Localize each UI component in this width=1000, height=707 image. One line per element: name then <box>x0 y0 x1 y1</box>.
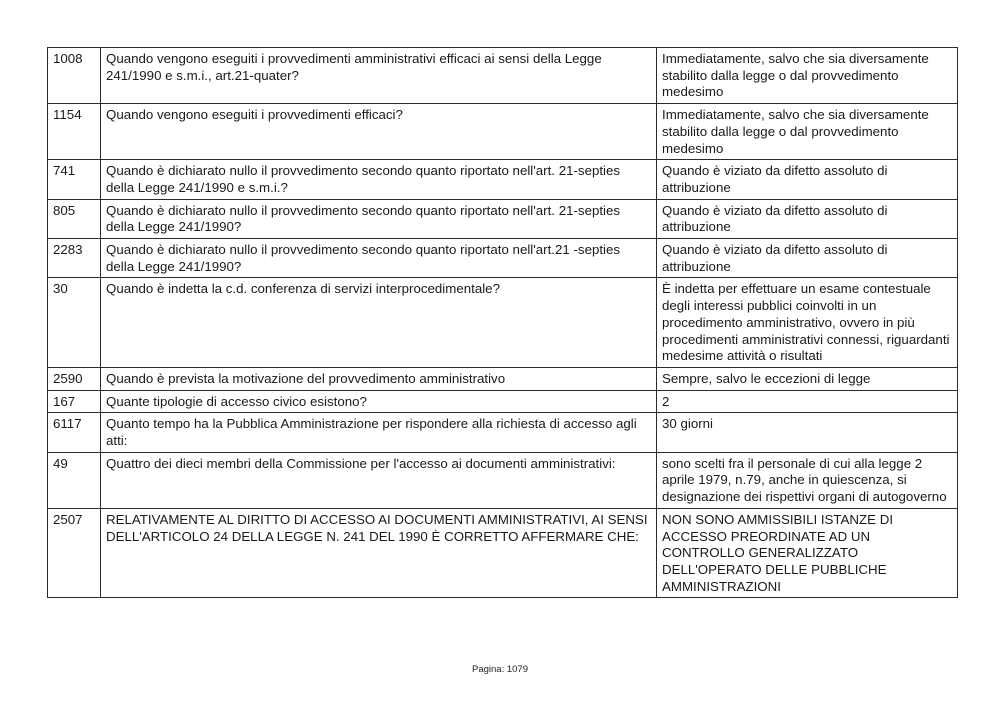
question-cell: Quando è dichiarato nullo il provvedimento secondo quanto riportato nell'art. 21-septies della Legge 241/1990 e s.m.i.? <box>101 160 657 199</box>
answer-cell: 30 giorni <box>657 413 958 452</box>
question-cell: Quando vengono eseguiti i provvedimenti amministrativi efficaci ai sensi della Legge 241/1990 e s.m.i., art.21-quater? <box>101 48 657 104</box>
question-cell: Quanto tempo ha la Pubblica Amministrazione per rispondere alla richiesta di accesso agli atti: <box>101 413 657 452</box>
table-row <box>48 413 958 452</box>
answer-cell: NON SONO AMMISSIBILI ISTANZE DI ACCESSO PREORDINATE AD UN CONTROLLO GENERALIZZATO DELL'OPERATO DELLE PUBBLICHE AMMINISTRAZIONI <box>657 508 958 598</box>
answer-cell: Immediatamente, salvo che sia diversamente stabilito dalla legge o dal provvedimento medesimo <box>657 48 958 104</box>
question-id-cell: 1008 <box>48 48 101 104</box>
question-id-cell: 1154 <box>48 104 101 160</box>
answer-cell: sono scelti fra il personale di cui alla legge 2 aprile 1979, n.79, anche in quiescenza, si designazione dei rispettivi organi di autogoverno <box>657 452 958 508</box>
table-row <box>48 160 958 199</box>
table-row <box>48 390 958 413</box>
question-cell: Quando è indetta la c.d. conferenza di servizi interprocedimentale? <box>101 278 657 368</box>
table-row <box>48 367 958 390</box>
question-cell: Quando è dichiarato nullo il provvedimento secondo quanto riportato nell'art.21 -septies della Legge 241/1990? <box>101 239 657 278</box>
table-row <box>48 278 958 368</box>
table-row <box>48 48 958 104</box>
question-id-cell: 30 <box>48 278 101 368</box>
question-cell: RELATIVAMENTE AL DIRITTO DI ACCESSO AI DOCUMENTI AMMINISTRATIVI, AI SENSI DELL'ARTICOLO 24 DELLA LEGGE N. 241 DEL 1990 È CORRETTO AFFERMARE CHE: <box>101 508 657 598</box>
table-row <box>48 239 958 278</box>
answer-cell: Quando è viziato da difetto assoluto di attribuzione <box>657 160 958 199</box>
table-row <box>48 104 958 160</box>
question-id-cell: 49 <box>48 452 101 508</box>
question-id-cell: 6117 <box>48 413 101 452</box>
answer-cell: È indetta per effettuare un esame contestuale degli interessi pubblici coinvolti in un procedimento amministrativo, ovvero in più procedimenti amministrativi connessi, riguardanti medesime attività o risultati <box>657 278 958 368</box>
question-id-cell: 167 <box>48 390 101 413</box>
answer-cell: Immediatamente, salvo che sia diversamente stabilito dalla legge o dal provvedimento medesimo <box>657 104 958 160</box>
answer-cell: Quando è viziato da difetto assoluto di attribuzione <box>657 239 958 278</box>
question-id-cell: 805 <box>48 199 101 238</box>
question-cell: Quante tipologie di accesso civico esistono? <box>101 390 657 413</box>
table-row <box>48 452 958 508</box>
page-number: Pagina: 1079 <box>472 664 528 675</box>
question-id-cell: 2590 <box>48 367 101 390</box>
question-cell: Quando è dichiarato nullo il provvedimento secondo quanto riportato nell'art. 21-septies della Legge 241/1990? <box>101 199 657 238</box>
question-cell: Quando vengono eseguiti i provvedimenti efficaci? <box>101 104 657 160</box>
question-cell: Quattro dei dieci membri della Commissione per l'accesso ai documenti amministrativi: <box>101 452 657 508</box>
table-row <box>48 199 958 238</box>
answer-cell: Quando è viziato da difetto assoluto di attribuzione <box>657 199 958 238</box>
question-cell: Quando è prevista la motivazione del provvedimento amministrativo <box>101 367 657 390</box>
question-id-cell: 741 <box>48 160 101 199</box>
question-id-cell: 2283 <box>48 239 101 278</box>
table-row <box>48 508 958 598</box>
answer-cell: 2 <box>657 390 958 413</box>
answer-cell: Sempre, salvo le eccezioni di legge <box>657 367 958 390</box>
question-id-cell: 2507 <box>48 508 101 598</box>
qa-table <box>47 47 958 598</box>
